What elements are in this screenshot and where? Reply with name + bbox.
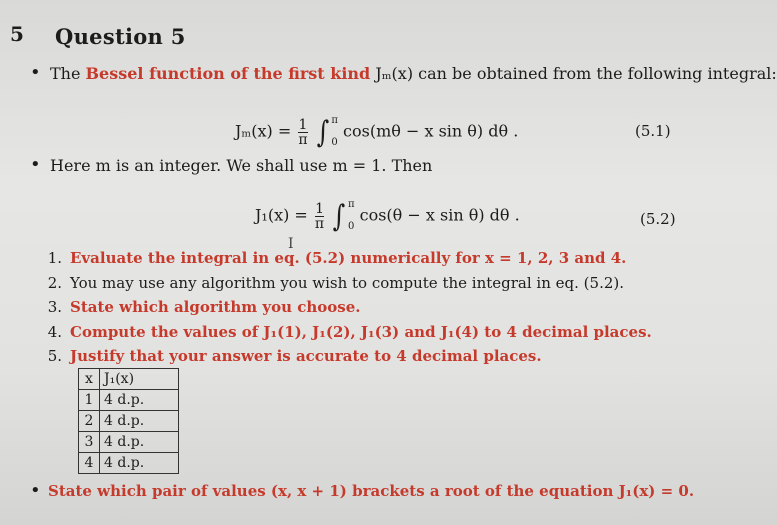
values-table bbox=[78, 368, 179, 474]
table-cell-j1: 4 d.p. bbox=[100, 411, 179, 432]
question-title: Question 5 bbox=[55, 24, 186, 49]
table-header-row bbox=[79, 369, 179, 390]
intro-highlight: Bessel function of the first kind bbox=[85, 64, 371, 83]
eq2-frac-num: 1 bbox=[315, 200, 324, 217]
list-item-number: 3. bbox=[47, 298, 62, 316]
text-cursor-icon: I bbox=[288, 236, 294, 252]
table-row bbox=[79, 432, 179, 453]
eq2-lhs: J₁(x) = bbox=[255, 205, 308, 225]
eq2-frac-den: π bbox=[314, 215, 325, 232]
eq1-upper: π bbox=[331, 115, 338, 126]
bullet-1: • bbox=[30, 62, 41, 83]
table-row bbox=[79, 390, 179, 411]
table-body bbox=[79, 390, 179, 474]
list-item-number: 4. bbox=[47, 322, 62, 341]
para-2: Here m is an integer. We shall use m = 1. Then bbox=[50, 156, 433, 175]
list-item-number: 1. bbox=[47, 249, 62, 267]
list-item bbox=[20, 344, 652, 369]
eq1-lower: 0 bbox=[331, 137, 338, 148]
eq2-integrand: cos(θ − x sin θ) dθ . bbox=[359, 205, 520, 225]
bullet-2: • bbox=[30, 154, 41, 175]
list-item-text: Compute the values of J₁(1), J₁(2), J₁(3) and J₁(4) to 4 decimal places. bbox=[70, 322, 652, 341]
eq2-fraction bbox=[315, 202, 324, 231]
list-item-text: Justify that your answer is accurate to 4 decimal places. bbox=[70, 347, 542, 365]
bullet-3: • bbox=[30, 480, 41, 501]
intro-prefix: The bbox=[50, 64, 86, 83]
list-item-text: Evaluate the integral in eq. (5.2) numerically for x = 1, 2, 3 and 4. bbox=[70, 249, 627, 267]
eq1-integrand: cos(mθ − x sin θ) dθ . bbox=[343, 121, 519, 141]
eq1-integral-sign: ∫ bbox=[316, 114, 329, 150]
eq2-lower: 0 bbox=[347, 221, 355, 232]
list-item-text: State which algorithm you choose. bbox=[70, 298, 361, 316]
list-item bbox=[20, 295, 652, 320]
table-row bbox=[79, 453, 179, 474]
list-item-text: You may use any algorithm you wish to compute the integral in eq. (5.2). bbox=[70, 273, 624, 292]
table-cell-x: 2 bbox=[79, 411, 100, 432]
eq1-frac-den: π bbox=[298, 131, 308, 148]
equation-number-5-1: (5.1) bbox=[635, 122, 671, 140]
intro-suffix: Jₘ(x) can be obtained from the following integral: bbox=[370, 64, 777, 83]
table-row bbox=[79, 411, 179, 432]
list-item bbox=[20, 320, 652, 345]
equation-5-2 bbox=[255, 194, 520, 238]
section-number: 5 bbox=[10, 22, 24, 46]
table-cell-x: 4 bbox=[79, 453, 100, 474]
table-cell-j1: 4 d.p. bbox=[100, 390, 179, 411]
list-item-number: 5. bbox=[47, 347, 62, 365]
table-header-j1: J₁(x) bbox=[100, 369, 179, 390]
eq1-lhs: Jₘ(x) = bbox=[235, 121, 292, 141]
eq1-frac-num: 1 bbox=[298, 116, 308, 133]
eq1-limits bbox=[331, 110, 338, 154]
list-item bbox=[20, 271, 652, 296]
list-item-number: 2. bbox=[47, 273, 62, 292]
task-list bbox=[20, 246, 652, 369]
equation-number-5-2: (5.2) bbox=[640, 210, 676, 228]
equation-5-1 bbox=[235, 110, 518, 154]
table-cell-j1: 4 d.p. bbox=[100, 453, 179, 474]
table-header-x: x bbox=[79, 369, 100, 390]
list-item bbox=[20, 246, 652, 271]
eq2-limits bbox=[348, 194, 355, 238]
final-question: State which pair of values (x, x + 1) brackets a root of the equation J₁(x) = 0. bbox=[48, 482, 695, 500]
table-cell-x: 1 bbox=[79, 390, 100, 411]
table-cell-x: 3 bbox=[79, 432, 100, 453]
eq2-upper: π bbox=[347, 199, 355, 210]
table-cell-j1: 4 d.p. bbox=[100, 432, 179, 453]
eq2-integral-sign: ∫ bbox=[332, 198, 346, 234]
intro-line bbox=[50, 64, 777, 83]
eq1-fraction bbox=[298, 118, 307, 147]
